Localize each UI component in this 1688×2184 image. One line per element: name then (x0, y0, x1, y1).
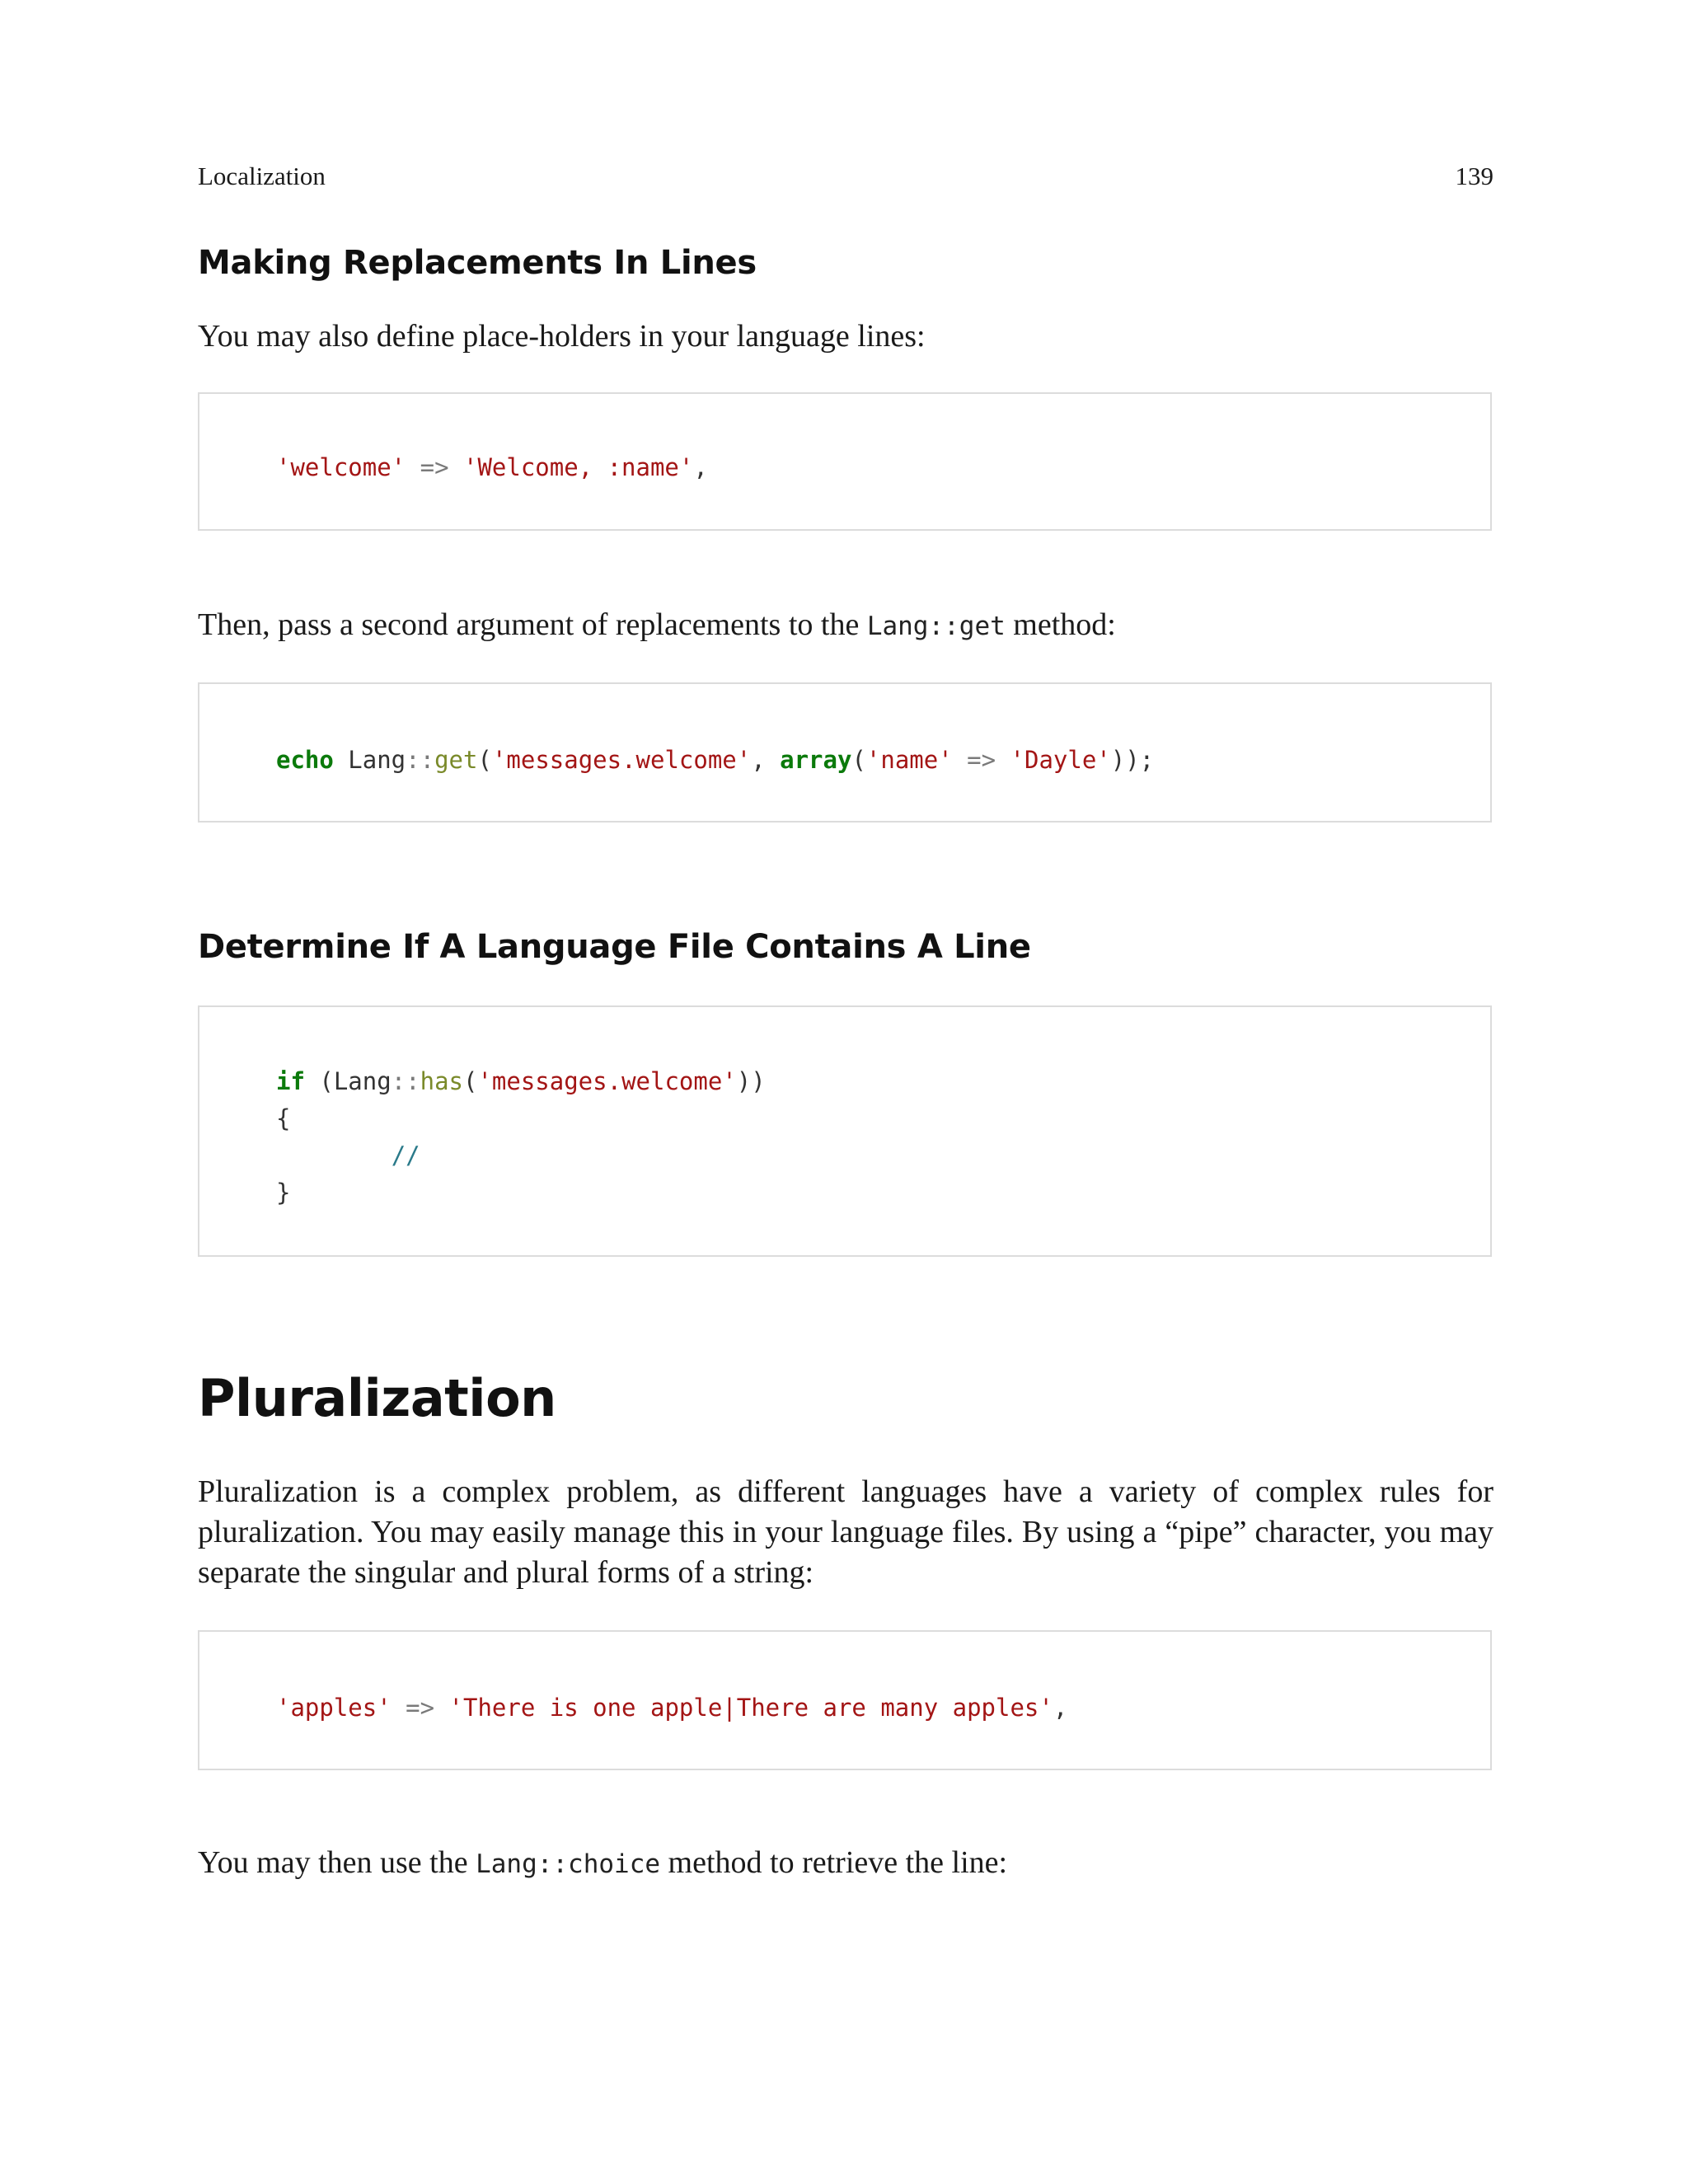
code-token: 'There is one apple|There are many apples' (448, 1694, 1053, 1722)
code-block-echo-lang-get (198, 682, 1492, 823)
code-token: :: (406, 746, 435, 774)
code-token: ( (851, 746, 866, 774)
code-line (276, 449, 708, 486)
code-token: 'apples' (276, 1694, 392, 1722)
code-token: , (751, 746, 781, 774)
inline-code-lang-choice: Lang::choice (476, 1849, 661, 1879)
heading-determine-contains: Determine If A Language File Contains A Line (198, 928, 1031, 966)
code-token: 'Dayle' (1010, 746, 1111, 774)
code-lines (276, 1063, 766, 1212)
code-token: // (391, 1141, 420, 1169)
heading-making-replacements: Making Replacements In Lines (198, 244, 757, 282)
code-token: if (276, 1067, 305, 1095)
code-token: )) (736, 1067, 766, 1095)
code-lines (276, 449, 708, 486)
code-lines (276, 1690, 1067, 1727)
chapter-title: Localization (198, 162, 326, 190)
code-token (392, 1694, 406, 1722)
code-token: ( (477, 746, 492, 774)
code-token: )); (1110, 746, 1155, 774)
heading-pluralization: Pluralization (198, 1368, 556, 1428)
code-token: } (276, 1179, 291, 1207)
code-token: { (276, 1104, 291, 1132)
code-line (276, 742, 1154, 779)
code-token: Lang (333, 746, 406, 774)
code-line (276, 1063, 766, 1100)
code-token: => (406, 1694, 435, 1722)
code-token: 'Welcome, :name' (463, 453, 694, 481)
code-block-lang-has (198, 1005, 1492, 1257)
text-segment: method to retrieve the line: (660, 1845, 1008, 1880)
code-token: => (420, 453, 449, 481)
code-token: 'welcome' (276, 453, 406, 481)
code-token (953, 746, 967, 774)
code-token: , (1053, 1694, 1068, 1722)
code-token (406, 453, 420, 481)
paragraph-placeholders-intro: You may also define place-holders in your language lines: (198, 319, 926, 354)
code-token: get (434, 746, 478, 774)
code-token (276, 1141, 392, 1169)
code-token: (Lang (304, 1067, 392, 1095)
code-token: => (967, 746, 996, 774)
text-segment: Then, pass a second argument of replacements to the (198, 607, 867, 642)
code-token (449, 453, 463, 481)
code-token: 'messages.welcome' (477, 1067, 737, 1095)
code-block-welcome-line (198, 392, 1492, 531)
code-token: echo (276, 746, 334, 774)
code-token: 'name' (865, 746, 953, 774)
code-line (276, 1690, 1067, 1727)
code-token: , (693, 453, 708, 481)
code-token: array (780, 746, 852, 774)
code-token: ( (463, 1067, 478, 1095)
code-line (276, 1100, 766, 1137)
text-segment: You may then use the (198, 1845, 476, 1880)
running-header (198, 162, 1493, 194)
inline-code-lang-get: Lang::get (866, 612, 1006, 641)
paragraph-lang-choice (198, 1843, 1493, 1885)
code-token: :: (391, 1067, 420, 1095)
code-lines (276, 742, 1154, 779)
code-line (276, 1174, 766, 1212)
paragraph-pluralization: Pluralization is a complex problem, as different languages have a variety of complex rules for pluralization. You may easily manage this in your language files. By using a “pipe” character, you may separate the singular and plural forms of a string: (198, 1474, 1493, 1590)
code-line (276, 1137, 766, 1174)
code-token: 'messages.welcome' (491, 746, 752, 774)
page-number: 139 (1455, 162, 1493, 190)
code-token (434, 1694, 448, 1722)
code-block-apples (198, 1630, 1492, 1770)
code-token: has (420, 1067, 463, 1095)
text-segment: method: (1005, 607, 1116, 642)
code-token (996, 746, 1010, 774)
paragraph-pass-argument (198, 605, 1493, 647)
